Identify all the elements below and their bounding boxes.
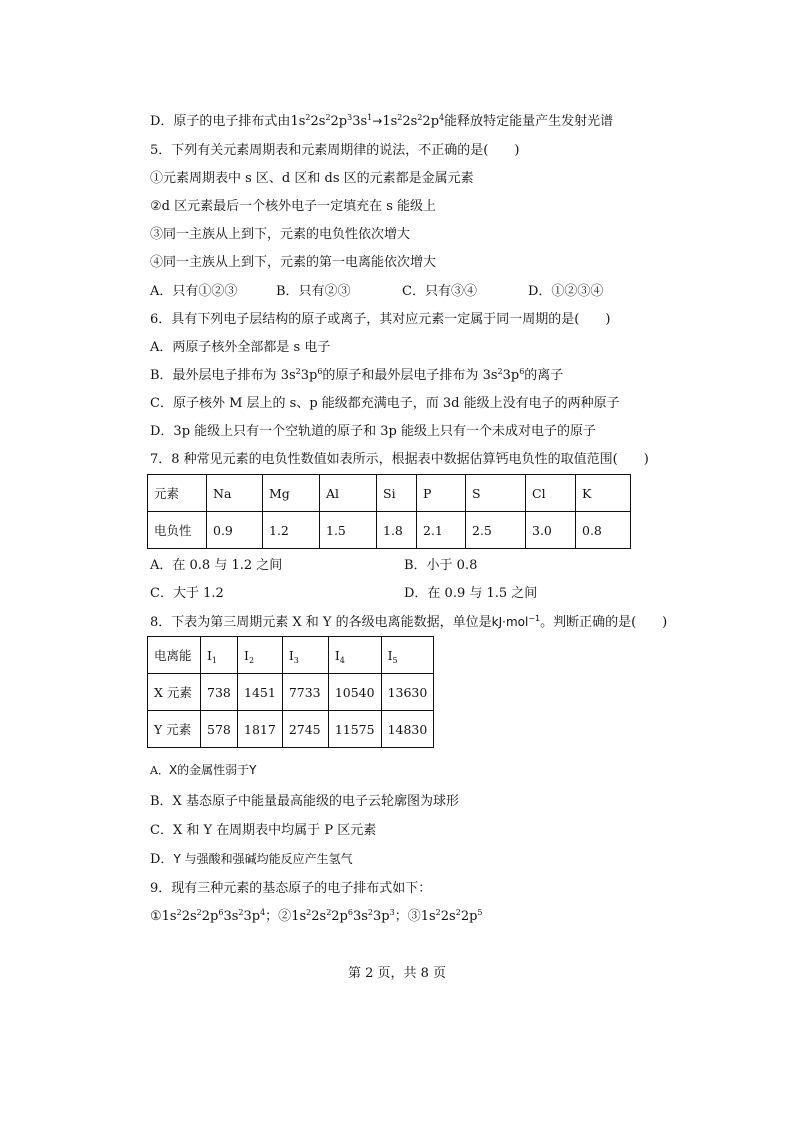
q7-option-a: A．在 0.8 与 1.2 之间 <box>150 558 283 573</box>
q8-option-b: B．X 基态原子中能量最高能级的电子云轮廓图为球形 <box>150 794 459 809</box>
table-cell: $I_4$ <box>328 637 381 674</box>
q5-title: 5．下列有关元素周期表和元素周期律的说法，不正确的是( ) <box>150 143 520 158</box>
q5-statement-3: ③同一主族从上到下，元素的电负性依次增大 <box>150 227 411 242</box>
config-3s2-3p6: $3s^23p^6$ <box>482 367 525 383</box>
prev-question-option-d <box>150 112 613 131</box>
table-cell: 电离能 <box>148 637 201 674</box>
table-row <box>148 475 631 512</box>
q8-title: 8．下表为第三周期元素 X 和 Y 的各级电离能数据，单位是kJ·mol$^{-1}$。判断正确的是( ) <box>150 614 668 630</box>
electronegativity-table <box>147 474 631 549</box>
q8-option-d: D．Y 与强酸和强碱均能反应产生氢气 <box>150 852 353 867</box>
config-3s2-3p6: $3s^23p^6$ <box>280 367 323 383</box>
option-text: Y 与强酸和强碱均能反应产生氢气 <box>173 852 353 866</box>
table-cell: 2745 <box>282 711 328 748</box>
option-text-tail: 能释放特定能量产生发射光谱 <box>444 114 614 129</box>
q5-option-a: A．只有①②③ <box>150 284 238 299</box>
table-cell: $I_3$ <box>282 637 328 674</box>
option-text: D．原子的电子排布式由 <box>150 114 291 129</box>
table-cell: 1817 <box>238 711 283 748</box>
config-to: $1s^22s^22p^4$ <box>382 113 445 129</box>
page-footer: 第 2 页，共 8 页 <box>347 966 447 981</box>
table-cell: 1.5 <box>320 512 377 549</box>
table-cell: Mg <box>263 475 320 512</box>
q8-option-c: C．X 和 Y 在周期表中均属于 P 区元素 <box>150 823 377 838</box>
q7-option-c: C．大于 1.2 <box>150 586 224 601</box>
table-cell: 1451 <box>238 674 283 711</box>
table-row <box>148 637 434 674</box>
q5-option-d: D．①②③④ <box>528 284 604 299</box>
table-cell: 14830 <box>381 711 434 748</box>
table-cell: S <box>466 475 526 512</box>
q6-title: 6．具有下列电子层结构的原子或离子，其对应元素一定属于同一周期的是( ) <box>150 312 611 327</box>
table-cell: 2.5 <box>466 512 526 549</box>
table-cell: 11575 <box>328 711 381 748</box>
ionization-energy-table <box>147 636 434 748</box>
table-cell: 1.2 <box>263 512 320 549</box>
q5-option-c: C．只有③④ <box>402 284 477 299</box>
config-3: $1s^22s^22p^5$ <box>420 908 483 924</box>
table-cell: Si <box>377 475 417 512</box>
table-cell: Na <box>207 475 263 512</box>
q7-title: 7．8 种常见元素的电负性数值如表所示，根据表中数据估算钙电负性的取值范围( ) <box>150 452 649 467</box>
table-cell: $I_2$ <box>238 637 283 674</box>
unit-kj-per-mol: kJ·mol$^{-1}$ <box>491 614 541 629</box>
q5-statement-2: ②d 区元素最后一个核外电子一定填充在 s 能级上 <box>150 199 437 214</box>
q6-option-b: B．最外层电子排布为 $3s^23p^6$的原子和最外层电子排布为 $3s^23p^6$的离子 <box>150 367 564 383</box>
table-row <box>148 512 631 549</box>
table-cell: 3.0 <box>526 512 576 549</box>
table-cell: 1.8 <box>377 512 417 549</box>
table-cell: Cl <box>526 475 576 512</box>
config-from: $1s^22s^22p^33s^1$ <box>290 113 373 129</box>
table-cell: 7733 <box>282 674 328 711</box>
table-cell: Y 元素 <box>148 711 201 748</box>
table-cell: $I_1$ <box>201 637 238 674</box>
table-cell: K <box>576 475 631 512</box>
arrow-symbol: → <box>372 114 383 128</box>
table-cell: 10540 <box>328 674 381 711</box>
q5-option-b: B．只有②③ <box>276 284 351 299</box>
q5-statement-1: ①元素周期表中 s 区、d 区和 ds 区的元素都是金属元素 <box>150 171 474 186</box>
q7-option-b: B．小于 0.8 <box>404 558 478 573</box>
table-cell: 2.1 <box>417 512 466 549</box>
config-1: $1s^22s^22p^63s^23p^4$ <box>161 908 266 924</box>
config-2: $1s^22s^22p^63s^23p^3$ <box>291 908 395 924</box>
table-row <box>148 711 434 748</box>
table-cell: P <box>417 475 466 512</box>
table-cell: X 元素 <box>148 674 201 711</box>
table-row <box>148 674 434 711</box>
table-cell: Al <box>320 475 377 512</box>
table-cell: 0.9 <box>207 512 263 549</box>
table-cell: 578 <box>201 711 238 748</box>
q6-option-d: D．3p 能级上只有一个空轨道的原子和 3p 能级上只有一个未成对电子的原子 <box>150 424 597 439</box>
table-cell: 0.8 <box>576 512 631 549</box>
q6-option-a: A．两原子核外全部都是 s 电子 <box>150 340 331 355</box>
q9-configurations: $①1s^22s^22p^63s^23p^4$；$②1s^22s^22p^63s^23p^3$；$③1s^22s^22p^5$ <box>150 908 483 924</box>
table-cell: 电负性 <box>148 512 207 549</box>
table-cell: 元素 <box>148 475 207 512</box>
table-cell: $I_5$ <box>381 637 434 674</box>
q9-title: 9．现有三种元素的基态原子的电子排布式如下： <box>150 881 432 896</box>
q8-option-a: A．X的金属性弱于Y <box>150 763 257 777</box>
option-text: X的金属性弱于Y <box>168 763 257 777</box>
q5-statement-4: ④同一主族从上到下，元素的第一电离能依次增大 <box>150 255 437 270</box>
table-cell: 738 <box>201 674 238 711</box>
table-cell: 13630 <box>381 674 434 711</box>
q6-option-c: C．原子核外 M 层上的 s、p 能级都充满电子，而 3d 能级上没有电子的两种原子 <box>150 396 620 411</box>
q7-option-d: D．在 0.9 与 1.5 之间 <box>404 586 538 601</box>
